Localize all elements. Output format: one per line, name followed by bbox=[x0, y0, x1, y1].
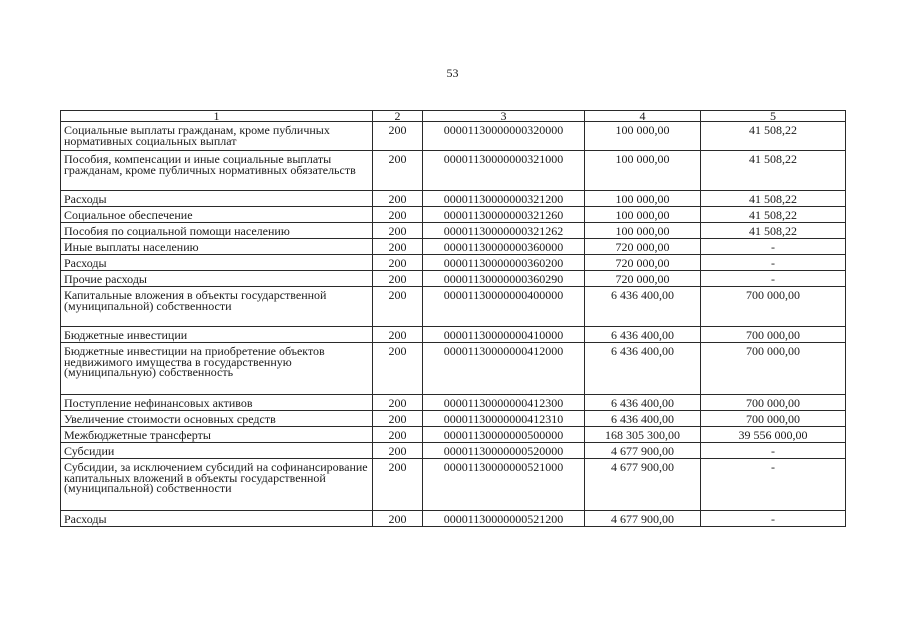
item-name-cell: Пособия, компенсации и иные социальные выплаты гражданам, кроме публичных нормативных обязательств bbox=[61, 151, 373, 191]
executed-amount-cell: - bbox=[701, 511, 846, 527]
classification-code-cell: 00001130000000500000 bbox=[423, 427, 585, 443]
approved-amount-cell: 168 305 300,00 bbox=[585, 427, 701, 443]
table-row bbox=[61, 239, 846, 255]
admin-code-cell: 200 bbox=[373, 395, 423, 411]
item-name-cell: Субсидии bbox=[61, 443, 373, 459]
classification-code-cell: 00001130000000521200 bbox=[423, 511, 585, 527]
approved-amount-cell: 100 000,00 bbox=[585, 223, 701, 239]
admin-code-cell: 200 bbox=[373, 511, 423, 527]
classification-code-cell: 00001130000000412000 bbox=[423, 343, 585, 395]
admin-code-cell: 200 bbox=[373, 343, 423, 395]
executed-amount-cell: - bbox=[701, 443, 846, 459]
admin-code-cell: 200 bbox=[373, 459, 423, 511]
item-name-cell: Социальное обеспечение bbox=[61, 207, 373, 223]
classification-code-cell: 00001130000000412310 bbox=[423, 411, 585, 427]
header-cell-2: 2 bbox=[373, 111, 423, 122]
executed-amount-cell: - bbox=[701, 239, 846, 255]
table-row bbox=[61, 343, 846, 395]
executed-amount-cell: 700 000,00 bbox=[701, 411, 846, 427]
admin-code-cell: 200 bbox=[373, 223, 423, 239]
table-body bbox=[61, 111, 846, 527]
executed-amount-cell: 39 556 000,00 bbox=[701, 427, 846, 443]
table-row bbox=[61, 443, 846, 459]
approved-amount-cell: 6 436 400,00 bbox=[585, 411, 701, 427]
table-row bbox=[61, 287, 846, 327]
table-row bbox=[61, 255, 846, 271]
approved-amount-cell: 720 000,00 bbox=[585, 271, 701, 287]
item-name-cell: Расходы bbox=[61, 255, 373, 271]
table-row bbox=[61, 223, 846, 239]
table-row bbox=[61, 511, 846, 527]
approved-amount-cell: 100 000,00 bbox=[585, 191, 701, 207]
admin-code-cell: 200 bbox=[373, 122, 423, 151]
admin-code-cell: 200 bbox=[373, 287, 423, 327]
executed-amount-cell: 41 508,22 bbox=[701, 223, 846, 239]
header-cell-1: 1 bbox=[61, 111, 373, 122]
table-row bbox=[61, 427, 846, 443]
admin-code-cell: 200 bbox=[373, 271, 423, 287]
admin-code-cell: 200 bbox=[373, 411, 423, 427]
approved-amount-cell: 4 677 900,00 bbox=[585, 443, 701, 459]
admin-code-cell: 200 bbox=[373, 239, 423, 255]
classification-code-cell: 00001130000000400000 bbox=[423, 287, 585, 327]
table-row bbox=[61, 191, 846, 207]
item-name-cell: Прочие расходы bbox=[61, 271, 373, 287]
classification-code-cell: 00001130000000320000 bbox=[423, 122, 585, 151]
approved-amount-cell: 6 436 400,00 bbox=[585, 287, 701, 327]
item-name-cell: Поступление нефинансовых активов bbox=[61, 395, 373, 411]
approved-amount-cell: 100 000,00 bbox=[585, 122, 701, 151]
item-name-cell: Капитальные вложения в объекты государственной (муниципальной) собственности bbox=[61, 287, 373, 327]
executed-amount-cell: 41 508,22 bbox=[701, 151, 846, 191]
table-row bbox=[61, 271, 846, 287]
admin-code-cell: 200 bbox=[373, 443, 423, 459]
approved-amount-cell: 100 000,00 bbox=[585, 151, 701, 191]
classification-code-cell: 00001130000000520000 bbox=[423, 443, 585, 459]
classification-code-cell: 00001130000000410000 bbox=[423, 327, 585, 343]
admin-code-cell: 200 bbox=[373, 327, 423, 343]
admin-code-cell: 200 bbox=[373, 427, 423, 443]
approved-amount-cell: 4 677 900,00 bbox=[585, 511, 701, 527]
approved-amount-cell: 6 436 400,00 bbox=[585, 343, 701, 395]
approved-amount-cell: 6 436 400,00 bbox=[585, 395, 701, 411]
item-name-cell: Социальные выплаты гражданам, кроме публичных нормативных социальных выплат bbox=[61, 122, 373, 151]
executed-amount-cell: 700 000,00 bbox=[701, 287, 846, 327]
executed-amount-cell: 700 000,00 bbox=[701, 395, 846, 411]
executed-amount-cell: - bbox=[701, 255, 846, 271]
executed-amount-cell: - bbox=[701, 459, 846, 511]
executed-amount-cell: 700 000,00 bbox=[701, 343, 846, 395]
table-row bbox=[61, 207, 846, 223]
table-row bbox=[61, 122, 846, 151]
executed-amount-cell: 41 508,22 bbox=[701, 207, 846, 223]
classification-code-cell: 00001130000000360200 bbox=[423, 255, 585, 271]
approved-amount-cell: 100 000,00 bbox=[585, 207, 701, 223]
admin-code-cell: 200 bbox=[373, 151, 423, 191]
item-name-cell: Бюджетные инвестиции bbox=[61, 327, 373, 343]
table-row bbox=[61, 395, 846, 411]
classification-code-cell: 00001130000000521000 bbox=[423, 459, 585, 511]
executed-amount-cell: 41 508,22 bbox=[701, 122, 846, 151]
item-name-cell: Пособия по социальной помощи населению bbox=[61, 223, 373, 239]
table-row bbox=[61, 327, 846, 343]
item-name-cell: Увеличение стоимости основных средств bbox=[61, 411, 373, 427]
executed-amount-cell: - bbox=[701, 271, 846, 287]
item-name-cell: Межбюджетные трансферты bbox=[61, 427, 373, 443]
item-name-cell: Расходы bbox=[61, 191, 373, 207]
classification-code-cell: 00001130000000412300 bbox=[423, 395, 585, 411]
admin-code-cell: 200 bbox=[373, 191, 423, 207]
classification-code-cell: 00001130000000321000 bbox=[423, 151, 585, 191]
classification-code-cell: 00001130000000321260 bbox=[423, 207, 585, 223]
header-cell-4: 4 bbox=[585, 111, 701, 122]
classification-code-cell: 00001130000000321200 bbox=[423, 191, 585, 207]
executed-amount-cell: 41 508,22 bbox=[701, 191, 846, 207]
header-cell-3: 3 bbox=[423, 111, 585, 122]
item-name-cell: Субсидии, за исключением субсидий на софинансирование капитальных вложений в объекты государственной (муниципальной) собственности bbox=[61, 459, 373, 511]
table-row bbox=[61, 151, 846, 191]
approved-amount-cell: 720 000,00 bbox=[585, 239, 701, 255]
classification-code-cell: 00001130000000360290 bbox=[423, 271, 585, 287]
budget-execution-table bbox=[60, 110, 846, 527]
classification-code-cell: 00001130000000360000 bbox=[423, 239, 585, 255]
classification-code-cell: 00001130000000321262 bbox=[423, 223, 585, 239]
item-name-cell: Бюджетные инвестиции на приобретение объектов недвижимого имущества в государственную (муниципальную) собственность bbox=[61, 343, 373, 395]
table-row bbox=[61, 459, 846, 511]
admin-code-cell: 200 bbox=[373, 207, 423, 223]
approved-amount-cell: 6 436 400,00 bbox=[585, 327, 701, 343]
header-cell-5: 5 bbox=[701, 111, 846, 122]
admin-code-cell: 200 bbox=[373, 255, 423, 271]
item-name-cell: Расходы bbox=[61, 511, 373, 527]
header-row bbox=[61, 111, 846, 122]
page-number: 53 bbox=[446, 66, 459, 80]
item-name-cell: Иные выплаты населению bbox=[61, 239, 373, 255]
executed-amount-cell: 700 000,00 bbox=[701, 327, 846, 343]
approved-amount-cell: 720 000,00 bbox=[585, 255, 701, 271]
table-row bbox=[61, 411, 846, 427]
approved-amount-cell: 4 677 900,00 bbox=[585, 459, 701, 511]
